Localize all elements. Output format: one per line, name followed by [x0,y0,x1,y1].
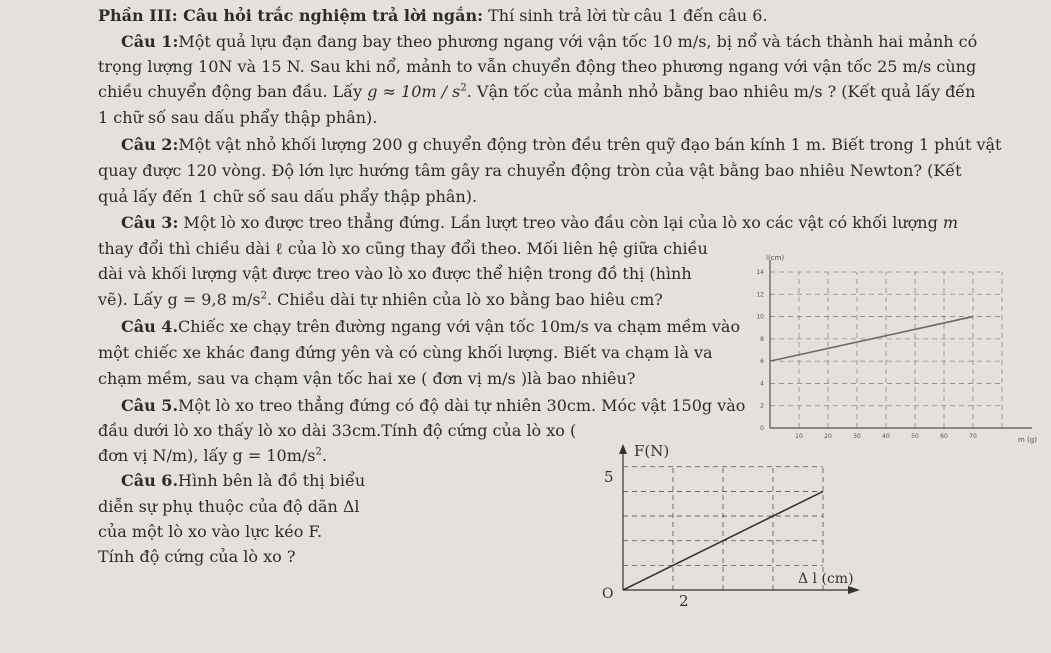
q2-line-2: quay được 120 vòng. Độ lớn lực hướng tâm gây ra chuyển động tròn của vật bằng bao nhiêu Newton? (Kết [98,161,962,180]
g1-x-tick-label: 70 [969,433,977,440]
q5-text-1: Một lò xo treo thẳng đứng có độ dài tự nhiên 30cm. Móc vật 150g vào [178,396,746,415]
q5-text-3a: đơn vị N/m), lấy [98,446,233,465]
g2-y-tick-label: 5 [604,468,614,486]
q5-text-3b: . [321,446,327,465]
q6-text-1: Hình bên là đồ thị biểu [178,471,366,490]
q1-formula-exponent: 2 [460,82,467,94]
g1-x-tick-label: 50 [911,433,919,440]
q1-line-4: 1 chữ số sau dấu phẩy thập phân). [98,108,378,127]
g2-x-tick-label: 2 [679,592,689,610]
q6-line-4: Tính độ cứng của lò xo ? [98,547,296,566]
g1-y-tick-label: 2 [760,402,764,410]
q2-label: Câu 2: [121,135,179,154]
q2-line-3: quả lấy đến 1 chữ số sau dấu phẩy thập phân). [98,187,478,206]
q5-line-1 [121,396,745,416]
q4-text-1: Chiếc xe chạy trên đường ngang với vận tốc 10m/s va chạm mềm vào [178,317,741,336]
g1-axes [770,260,1032,428]
q5-line-2: đầu dưới lò xo thấy lò xo dài 33cm.Tính độ cứng của lò xo ( [98,421,577,440]
g1-y-tick-label: 12 [756,291,764,299]
g1-x-tick-label: 40 [882,433,890,440]
q6-line-3: của một lò xo vào lực kéo F. [98,522,323,541]
g1-x-tick-label: 10 [795,433,803,440]
q4-label: Câu 4. [121,317,179,336]
g1-x-label: m (g) [1018,436,1037,444]
g2-x-label: Δ l (cm) [798,571,854,587]
q3-line-3: dài và khối lượng vật được treo vào lò xo được thể hiện trong đồ thị (hình [98,264,692,283]
q2-line-1 [121,135,1001,155]
q3-text-1a: Một lò xo được treo thẳng đứng. Lần lượt treo vào đầu còn lại của lò xo các vật có khối lượng [178,213,943,232]
q3-mass-symbol: m [942,213,959,232]
q1-text-1: Một quả lựu đạn đang bay theo phương ngang với vận tốc 10 m/s, bị nổ và tách thành hai mảnh có [178,32,978,51]
q5-g-exponent: 2 [315,446,322,458]
g1-grid [770,272,1002,428]
section-instruction: Thí sinh trả lời từ câu 1 đến câu 6. [483,6,768,25]
q4-line-3: chạm mềm, sau va chạm vận tốc hai xe ( đơn vị m/s )là bao nhiêu? [98,369,636,388]
q1-text-3b: . Vận tốc của mảnh nhỏ bằng bao nhiêu m/s ? (Kết quả lấy đến [466,82,976,101]
q3-line-4 [98,290,663,310]
g1-y-tick-label: 14 [756,269,764,276]
g1-y-tick-label: 8 [760,335,764,343]
g1-y-tick-label: 4 [760,380,764,388]
g1-x-ticks [795,433,977,440]
q1-line-1 [121,32,977,52]
q2-text-1: Một vật nhỏ khối lượng 200 g chuyển động tròn đều trên quỹ đạo bán kính 1 m. Biết trong 1 phút vật [178,135,1002,154]
q5-g-value: g = 10m/s [232,446,316,465]
g2-x-arrow [848,586,860,594]
q6-line-1 [121,471,365,491]
g1-y-tick-label: 10 [756,313,764,321]
q4-line-1 [121,317,740,337]
q4-line-2: một chiếc xe khác đang đứng yên và có cùng khối lượng. Biết va chạm là va [98,343,713,362]
q3-text-4b: . Chiều dài tự nhiên của lò xo bằng bao hiêu cm? [266,290,663,309]
section-heading [98,6,768,26]
q1-line-2: trọng lượng 10N và 15 N. Sau khi nổ, mảnh to vẫn chuyển động theo phương ngang với vận tốc 25 m/s cùng [98,57,977,76]
q3-line-1 [121,213,958,233]
q6-line-2: diễn sự phụ thuộc của độ dãn Δl [98,497,360,516]
g1-x-tick-label: 20 [824,433,832,440]
q3-line-2: thay đổi thì chiều dài ℓ của lò xo cũng thay đổi theo. Mối liên hệ giữa chiều [98,239,708,258]
g2-y-arrow [619,444,627,454]
q1-formula: g ≈ 10m / s [367,82,461,101]
graph-length-vs-mass [740,250,1040,450]
q1-label: Câu 1: [121,32,179,51]
q3-label: Câu 3: [121,213,179,232]
q1-line-3 [98,82,975,102]
g1-y-ticks [756,269,764,432]
q6-label: Câu 6. [121,471,179,490]
q5-label: Câu 5. [121,396,179,415]
q5-line-3 [98,446,327,466]
g2-grid [623,467,823,590]
q1-text-3a: chiều chuyển động ban đầu. Lấy [98,82,368,101]
g1-y-label: l(cm) [766,254,785,262]
section-title: Phần III: Câu hỏi trắc nghiệm trả lời ngắn: [98,6,484,25]
q3-g-value: g = 9,8 m/s [167,290,261,309]
g1-y-tick-label: 0 [760,425,764,432]
g1-x-tick-label: 60 [940,433,948,440]
g1-x-tick-label: 30 [853,433,861,440]
q3-g-exponent: 2 [260,290,267,302]
graph-force-vs-extension [580,440,880,615]
g2-origin-label: O [602,586,614,602]
g2-y-label: F(N) [634,442,670,460]
q3-text-4a: vẽ). Lấy [98,290,168,309]
g1-y-tick-label: 6 [760,358,764,366]
